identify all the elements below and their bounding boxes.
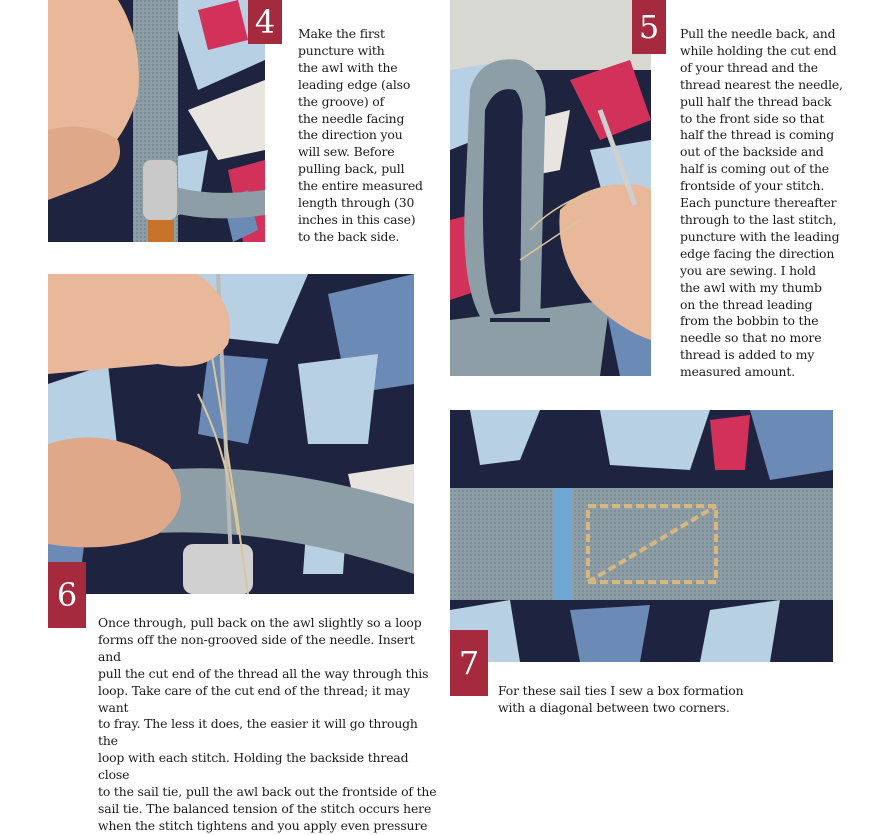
step-number-badge: 6 [48, 562, 86, 628]
photo-step-5 [450, 0, 651, 376]
photo-step-6 [48, 274, 414, 594]
step-5-text: Pull the needle back, and while holding the cut end of your thread and the thread nearest the needle, pull half the thread back to the front side so that half the thread is coming out of the backside and half is coming out of the frontside of your stitch. Each puncture thereafter through to the last stitch, puncture with the leading edge facing the direction you are sewing. I hold the awl with my thumb on the thread leading from the bobbin to the needle so that no more thread is added to my measured amount. [680, 26, 843, 380]
step-7-text: For these sail ties I sew a box formation with a diagonal between two corners. [498, 683, 744, 715]
step-number-badge: 7 [450, 630, 488, 696]
photo-step-7 [450, 410, 833, 662]
step-number-badge: 5 [632, 0, 666, 54]
photo-step-4 [48, 0, 265, 242]
step-4-text: Make the first puncture with the awl with the leading edge (also the groove) of the needle facing the direction you will sew. Before pulling back, pull the entire measured length through (30 inches in this case) to the back side. [298, 26, 423, 244]
step-6-text: Once through, pull back on the awl slightly so a loop forms off the non-grooved side of the needle. Insert and pull the cut end of the thread all the way through this loop. Take care of the cut end of the thread; it may want to fray. The less it does, the easier it will go through the loop with each stitch. Holding the backside thread close to the sail tie, pull the awl back out the frontside of the sail tie. The balanced tension of the stitch occurs here when the stitch tightens and you apply even pressure [98, 615, 437, 833]
step-number-badge: 4 [248, 0, 282, 44]
